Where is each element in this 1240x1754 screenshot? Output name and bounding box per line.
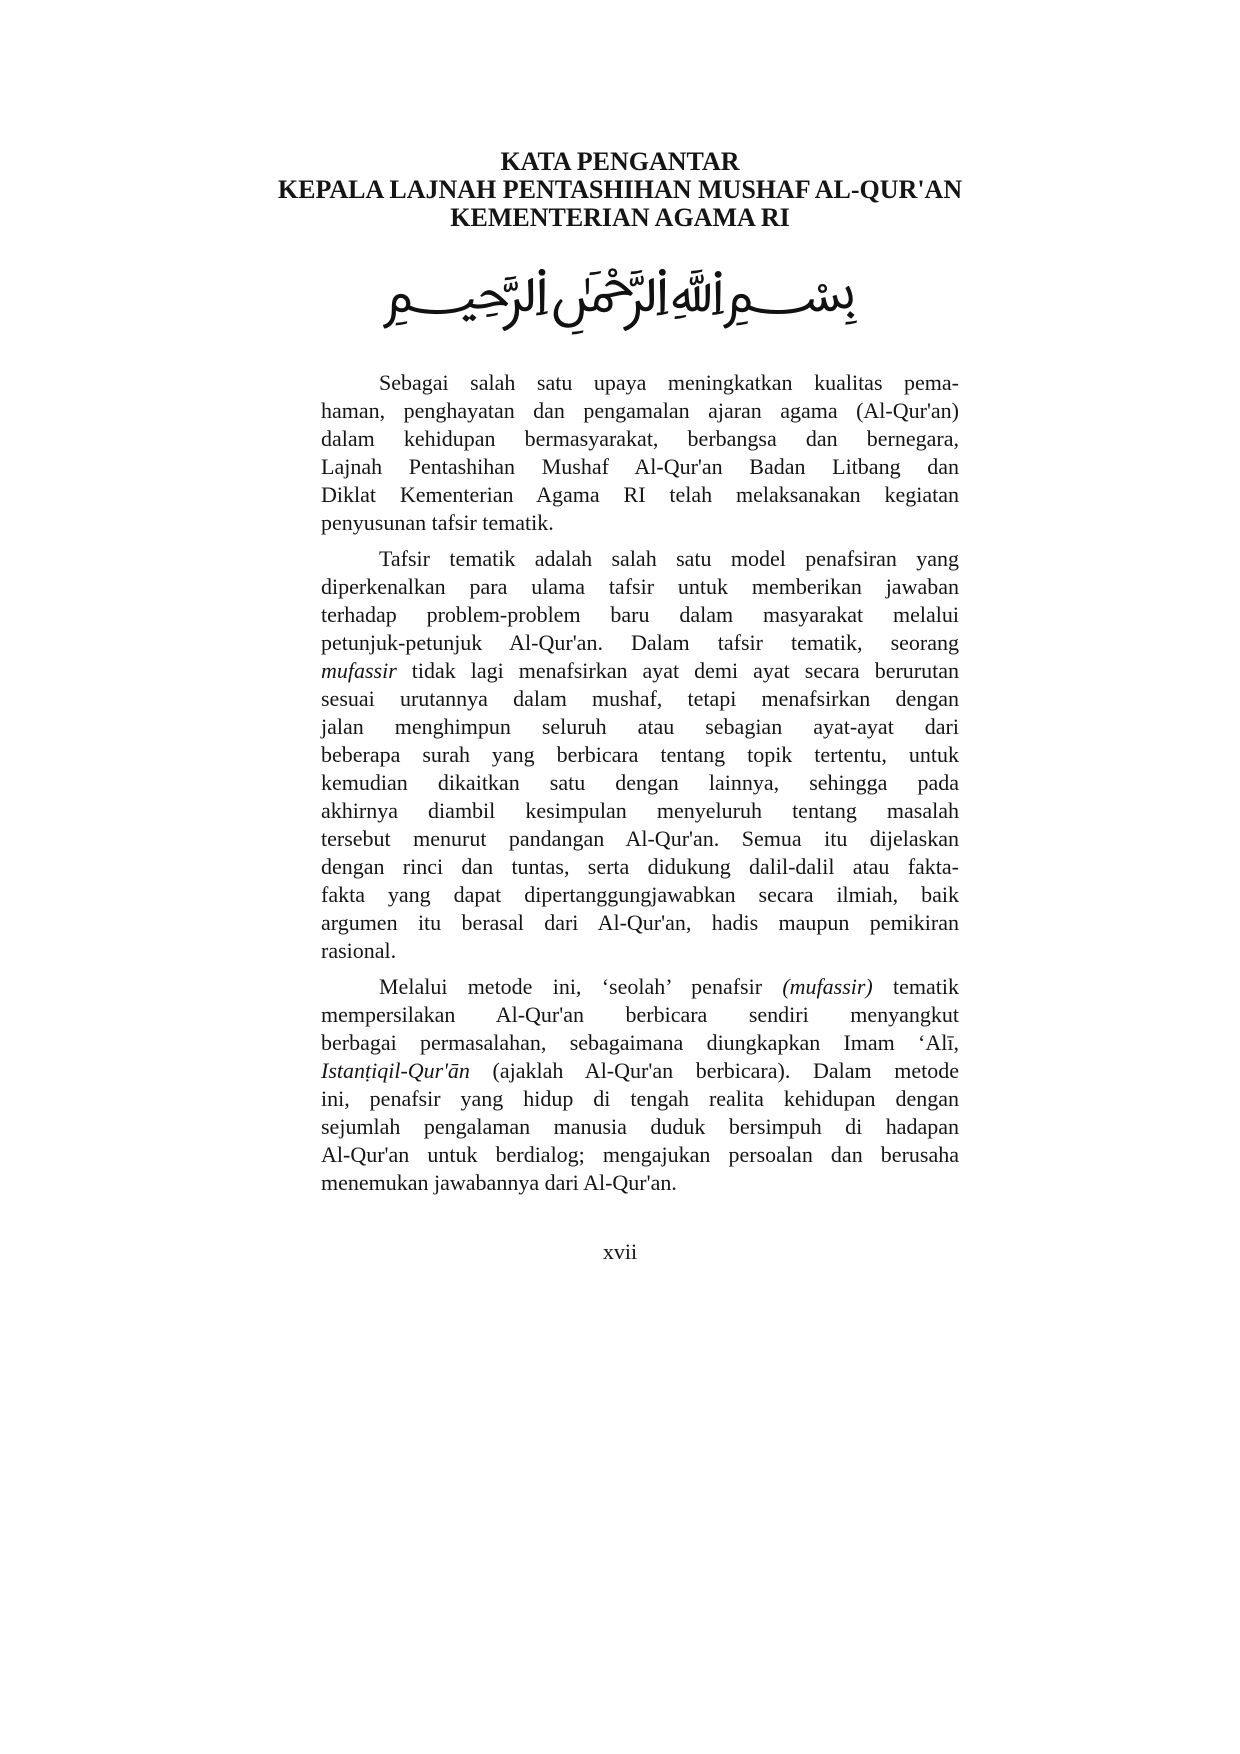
text-line xyxy=(321,1113,959,1141)
title-line-kementerian: KEMENTERIAN AGAMA RI xyxy=(450,203,790,232)
text-line xyxy=(321,657,959,685)
text-segment: dengan rinci dan tuntas, serta didukung dalil-dalil atau fakta- xyxy=(321,854,959,879)
text-segment: petunjuk-petunjuk Al-Qur'an. Dalam tafsir tematik, seorang xyxy=(321,630,959,655)
text-segment: diperkenalkan para ulama tafsir untuk memberikan jawaban xyxy=(321,574,959,599)
text-line xyxy=(321,1141,959,1169)
text-segment: menemukan jawabannya dari Al-Qur'an. xyxy=(321,1170,677,1195)
text-line xyxy=(321,573,959,601)
text-line xyxy=(321,1169,959,1197)
text-segment: ini, penafsir yang hidup di tengah realita kehidupan dengan xyxy=(321,1086,959,1111)
text-segment: jalan menghimpun seluruh atau sebagian ayat-ayat dari xyxy=(321,714,959,739)
text-segment: Lajnah Pentashihan Mushaf Al-Qur'an Badan Litbang dan xyxy=(321,454,959,479)
text-line xyxy=(321,713,959,741)
body-text xyxy=(321,369,959,1197)
text-segment: haman, penghayatan dan pengamalan ajaran agama (Al-Qur'an) xyxy=(321,398,959,423)
text-segment: kemudian dikaitkan satu dengan lainnya, sehingga pada xyxy=(321,770,959,795)
italic-text-segment: mufassir xyxy=(321,658,397,683)
text-line xyxy=(321,1085,959,1113)
text-segment: Melalui metode ini, ‘seolah’ penafsir xyxy=(379,974,783,999)
italic-text-segment: (mufassir) xyxy=(782,974,873,999)
text-segment: sejumlah pengalaman manusia duduk bersimpuh di hadapan xyxy=(321,1114,959,1139)
text-line xyxy=(321,545,959,573)
text-line xyxy=(321,1029,959,1057)
text-segment: Tafsir tematik adalah salah satu model penafsiran yang xyxy=(379,546,959,571)
text-segment: Al-Qur'an untuk berdialog; mengajukan persoalan dan berusaha xyxy=(321,1142,959,1167)
text-segment: argumen itu berasal dari Al-Qur'an, hadis maupun pemikiran xyxy=(321,910,959,935)
text-segment: berbagai permasalahan, sebagaimana diungkapkan Imam ‘Alī, xyxy=(321,1030,959,1055)
text-segment: tidak lagi menafsirkan ayat demi ayat secara berurutan xyxy=(396,658,959,683)
text-line xyxy=(321,769,959,797)
text-segment: terhadap problem-problem baru dalam masyarakat melalui xyxy=(321,602,959,627)
text-line xyxy=(321,937,959,965)
bismillah-calligraphy: ﷽ xyxy=(382,253,858,326)
text-segment: mempersilakan Al-Qur'an berbicara sendiri menyangkut xyxy=(321,1002,959,1027)
text-line xyxy=(321,369,959,397)
text-segment: rasional. xyxy=(321,938,397,963)
text-segment: Sebagai salah satu upaya meningkatkan kualitas pema- xyxy=(379,370,959,395)
text-line xyxy=(321,881,959,909)
text-line xyxy=(321,909,959,937)
text-segment: sesuai urutannya dalam mushaf, tetapi menafsirkan dengan xyxy=(321,686,959,711)
text-line xyxy=(321,453,959,481)
text-segment: tematik xyxy=(872,974,960,999)
text-line xyxy=(321,853,959,881)
text-segment: akhirnya diambil kesimpulan menyeluruh tentang masalah xyxy=(321,798,959,823)
text-line xyxy=(321,741,959,769)
text-segment: fakta yang dapat dipertanggungjawabkan secara ilmiah, baik xyxy=(321,882,959,907)
text-line xyxy=(321,797,959,825)
paragraph xyxy=(321,545,959,965)
title-line-kata-pengantar: KATA PENGANTAR xyxy=(500,147,740,176)
chapter-title xyxy=(0,148,1240,232)
text-segment: Diklat Kementerian Agama RI telah melaksanakan kegiatan xyxy=(321,482,959,507)
text-segment: (ajaklah Al-Qur'an berbicara). Dalam metode xyxy=(469,1058,959,1083)
italic-text-segment: Istanṭiqil-Qur'ān xyxy=(321,1058,470,1083)
text-line xyxy=(321,1057,959,1085)
text-line xyxy=(321,481,959,509)
text-segment: penyusunan tafsir tematik. xyxy=(321,510,554,535)
text-line xyxy=(321,973,959,1001)
text-line xyxy=(321,601,959,629)
text-line xyxy=(321,825,959,853)
text-segment: beberapa surah yang berbicara tentang topik tertentu, untuk xyxy=(321,742,959,767)
text-segment: tersebut menurut pandangan Al-Qur'an. Semua itu dijelaskan xyxy=(321,826,959,851)
paragraph xyxy=(321,369,959,537)
title-line-kepala-lajnah: KEPALA LAJNAH PENTASHIHAN MUSHAF AL-QUR'AN xyxy=(277,175,963,204)
page-number: xvii xyxy=(602,1239,638,1264)
text-line xyxy=(321,397,959,425)
text-line xyxy=(321,509,959,537)
text-line xyxy=(321,629,959,657)
text-line xyxy=(321,685,959,713)
text-line xyxy=(321,1001,959,1029)
text-segment: dalam kehidupan bermasyarakat, berbangsa dan bernegara, xyxy=(321,426,959,451)
text-line xyxy=(321,425,959,453)
paragraph xyxy=(321,973,959,1197)
